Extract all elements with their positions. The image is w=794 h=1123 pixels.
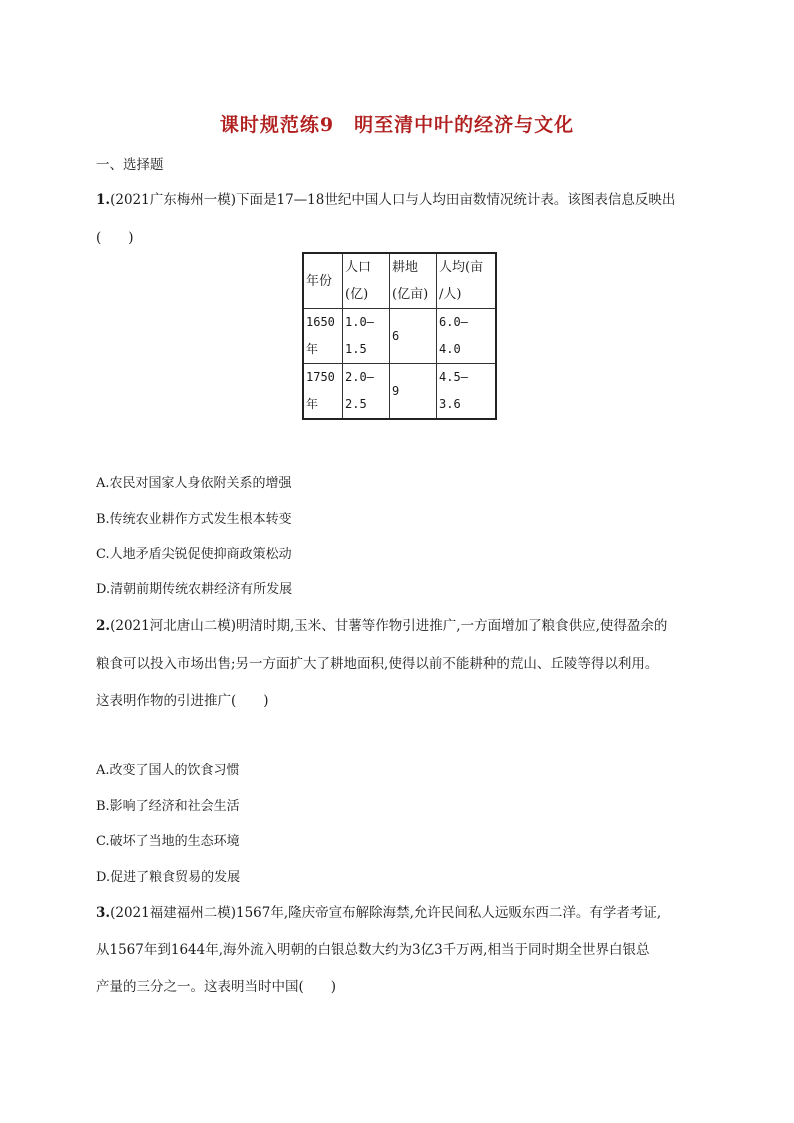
question-1-line-2: ( ): [96, 230, 134, 246]
table-row: [303, 364, 496, 420]
question-1-number: 1.: [96, 192, 111, 208]
question-3-line-1: [96, 901, 661, 921]
question-3-number: 3.: [96, 905, 111, 921]
row-per-capita: 4.5— 3.6: [437, 364, 497, 420]
question-1-option-b[interactable]: B.传统农业耕作方式发生根本转变: [96, 512, 292, 527]
row-population: 1.0— 1.5: [343, 309, 390, 364]
question-1-option-a[interactable]: A.农民对国家人身依附关系的增强: [96, 476, 292, 491]
header-year: 年份: [303, 253, 343, 309]
table-row: [303, 309, 496, 364]
question-2-option-d[interactable]: D.促进了粮食贸易的发展: [96, 870, 241, 885]
question-3-stem: (2021福建福州二模)1567年,隆庆帝宣布解除海禁,允许民间私人远贩东西二洋。有学者考证,: [110, 905, 662, 921]
question-2-stem: (2021河北唐山二模)明清时期,玉米、甘薯等作物引进推广,一方面增加了粮食供应,使得盈余的: [110, 618, 668, 634]
row-year: 1650 年: [303, 309, 343, 364]
question-3-line-3: 产量的三分之一。这表明当时中国( ): [96, 979, 337, 995]
header-population: 人口 (亿): [343, 253, 390, 309]
question-2-number: 2.: [96, 618, 111, 634]
row-farmland: 6: [390, 309, 437, 364]
question-2-option-c[interactable]: C.破坏了当地的生态环境: [96, 834, 240, 849]
question-3-line-2: 从1567年到1644年,海外流入明朝的白银总数大约为3亿3千万两,相当于同时期全世界白银总: [96, 942, 650, 958]
question-2-option-a[interactable]: A.改变了国人的饮食习惯: [96, 763, 240, 778]
row-per-capita: 6.0— 4.0: [437, 309, 497, 364]
question-2-option-b[interactable]: B.影响了经济和社会生活: [96, 799, 240, 814]
row-farmland: 9: [390, 364, 437, 420]
question-1-option-c[interactable]: C.人地矛盾尖锐促使抑商政策松动: [96, 547, 292, 562]
header-farmland: 耕地 (亿亩): [390, 253, 437, 309]
row-population: 2.0— 2.5: [343, 364, 390, 420]
population-land-table: [302, 252, 497, 420]
question-1-stem: (2021广东梅州一模)下面是17—18世纪中国人口与人均田亩数情况统计表。该图表信息反映出: [110, 192, 676, 208]
section-heading: 一、选择题: [96, 157, 164, 173]
question-2-line-3: 这表明作物的引进推广( ): [96, 693, 269, 709]
row-year: 1750 年: [303, 364, 343, 420]
table-header-row: [303, 253, 496, 309]
page-title: 课时规范练9 明至清中叶的经济与文化: [219, 114, 575, 136]
question-2-line-1: [96, 614, 667, 634]
question-1-line-1: [96, 188, 675, 208]
question-2-line-2: 粮食可以投入市场出售;另一方面扩大了耕地面积,使得以前不能耕种的荒山、丘陵等得以利用。: [96, 656, 659, 672]
header-per-capita: 人均(亩 /人): [437, 253, 497, 309]
question-1-option-d[interactable]: D.清朝前期传统农耕经济有所发展: [96, 582, 293, 597]
